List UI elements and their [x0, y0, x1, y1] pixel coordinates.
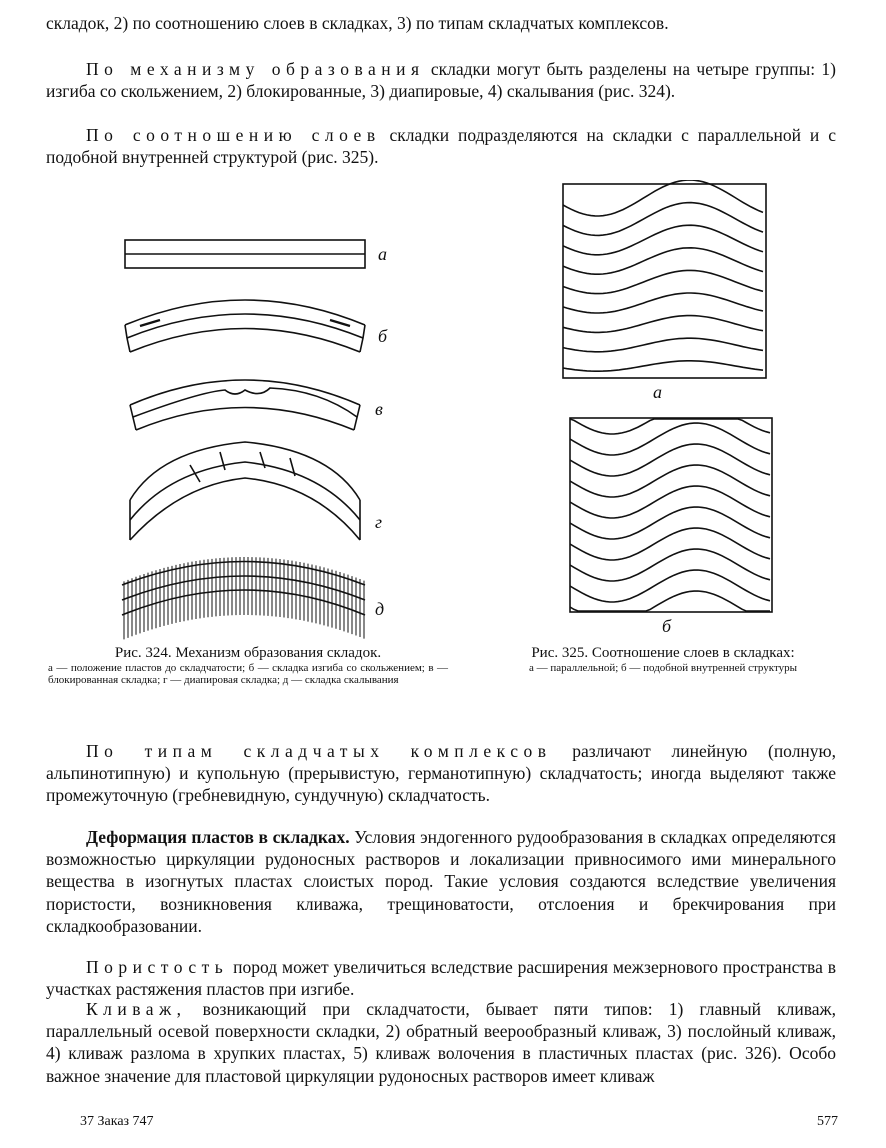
- fig324-a-layers: [125, 240, 365, 268]
- footer-order: 37 Заказ 747: [80, 1114, 154, 1129]
- spaced-heading: По соотношению слоев: [86, 125, 381, 145]
- fig324-label-a: а: [378, 244, 387, 264]
- fig325-title: Рис. 325. Соотношение слоев в складках:: [531, 645, 795, 661]
- spaced-heading: Кливаж,: [86, 999, 187, 1019]
- fig325-legend: а — параллельной; б — подобной внутренней структуры: [528, 662, 798, 674]
- paragraph-4: По типам складчатых комплексов различают линейную (полную, альпинотипную) и купольную (прерывистую, германотипную) складчатость; иногда выделяют также промежуточную (гребневидную, сундучную) складчатость.: [46, 741, 836, 806]
- spaced-heading: По механизму образования: [86, 59, 425, 79]
- fig325-a-layers: [563, 180, 763, 371]
- fig324-label-g: г: [375, 512, 383, 532]
- fig324-label-b: б: [378, 326, 388, 346]
- fig324-title: Рис. 324. Механизм образования складок.: [114, 645, 382, 661]
- fig325-label-a: а: [653, 382, 662, 402]
- fig325-b-layers: [570, 419, 770, 611]
- fig324-b-fold: [125, 300, 365, 352]
- paragraph-3: По соотношению слоев складки подразделяются на складки с параллельной и с подобной внутренней структурой (рис. 325).: [46, 125, 836, 168]
- spaced-heading: По типам складчатых комплексов: [86, 741, 552, 761]
- figure-325: [560, 180, 790, 640]
- fig325-label-b: б: [662, 616, 672, 636]
- fig324-v-fold: [130, 380, 360, 430]
- fig324-caption: [48, 646, 448, 686]
- figure-324: [100, 220, 500, 660]
- fig324-d-hatching: [124, 557, 364, 639]
- paragraph-7: Кливаж, возникающий при складчатости, бывает пяти типов: 1) главный кливаж, параллельный осевой поверхности складки, 2) обратный веерообразный кливаж, 3) послойный кливаж, 4) кливаж разлома в хрупких пластах, 5) кливаж волочения в пластичных пластах (рис. 326). Особо важное значение для пластовой циркуляции рудоносных растворов имеет кливаж: [46, 999, 836, 1086]
- fig325-a-frame: [563, 184, 766, 378]
- spaced-heading: Пористость: [86, 957, 229, 977]
- fig324-legend: а — положение пластов до складчатости; б — складка изгиба со скольжением; в — блокированная складка; г — диапировая складка; д — складка скалывания: [48, 662, 448, 686]
- paragraph-5: Деформация пластов в складках. Условия эндогенного рудообразования в складках определяются возможностью циркуляции рудоносных растворов и локализации привносимого ими минерального вещества в изогнутых пластах слоистых пород. Такие условия создаются вследствие увеличения пористости, возникновения кливажа, трещиноватости, отслоения и брекчирования при складкообразовании.: [46, 827, 836, 936]
- fig324-label-d: д: [375, 599, 385, 619]
- fig325-b-frame: [570, 418, 772, 612]
- paragraph-2: По механизму образования складки могут быть разделены на четыре группы: 1) изгиба со скольжением, 2) блокированные, 3) диапировые, 4) скалывания (рис. 324).: [46, 59, 836, 102]
- paragraph-6: Пористость пород может увеличиться вследствие расширения межзернового пространства в участках растяжения пластов при изгибе.: [46, 957, 836, 1000]
- fig324-g-fold: [130, 442, 360, 540]
- page-number: 577: [817, 1114, 838, 1129]
- paragraph-1: складок, 2) по соотношению слоев в складках, 3) по типам складчатых комплексов.: [46, 13, 669, 33]
- section-heading: Деформация пластов в складках.: [86, 827, 350, 847]
- fig324-label-v: в: [375, 399, 383, 419]
- fig325-caption: [490, 646, 836, 675]
